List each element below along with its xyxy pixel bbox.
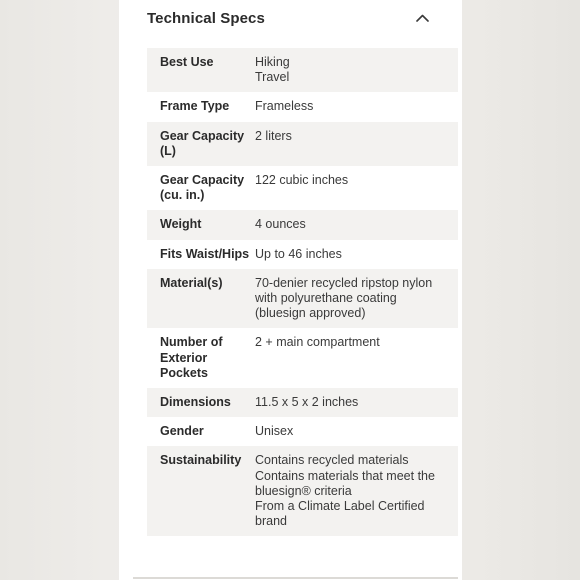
spec-row [147, 328, 458, 388]
spec-row [147, 210, 458, 239]
spec-value-line: 122 cubic inches [255, 173, 349, 188]
specs-card [119, 0, 462, 580]
spec-value-line: Up to 46 inches [255, 246, 342, 261]
spec-row [147, 92, 458, 121]
spec-label: Dimensions [160, 395, 231, 410]
spec-value [255, 453, 458, 529]
spec-value [255, 173, 458, 203]
spec-row [147, 417, 458, 446]
specs-table [147, 48, 458, 536]
chevron-up-icon[interactable] [414, 10, 430, 26]
spec-label: Number of Exterior Pockets [160, 335, 223, 380]
spec-value [255, 129, 458, 159]
spec-value-line: 2 liters [255, 128, 292, 143]
spec-value-line: 11.5 x 5 x 2 inches [255, 395, 359, 410]
spec-label: Material(s) [160, 275, 223, 290]
spec-value [255, 55, 458, 85]
spec-label: Fits Waist/Hips [160, 246, 250, 261]
spec-row [147, 388, 458, 417]
section-title: Technical Specs [147, 9, 265, 27]
spec-value-line: From a Climate Label Certified brand [255, 499, 425, 529]
spec-value-line: Contains recycled materials [255, 453, 409, 468]
spec-value-line: Hiking [255, 55, 290, 69]
spec-label: Gear Capacity (cu. in.) [160, 173, 245, 203]
spec-label: Gear Capacity (L) [160, 128, 245, 158]
spec-value [255, 395, 458, 410]
spec-value-line: Unisex [255, 424, 294, 439]
spec-label: Weight [160, 217, 202, 232]
spec-label: Sustainability [160, 453, 242, 468]
spec-label: Gender [160, 424, 204, 439]
spec-value [255, 335, 458, 381]
spec-row [147, 446, 458, 536]
spec-row [147, 269, 458, 329]
spec-row [147, 122, 458, 166]
spec-label: Frame Type [160, 99, 230, 114]
spec-value-line: Frameless [255, 99, 314, 114]
spec-value-line: 2 + main compartment [255, 335, 380, 350]
spec-row [147, 48, 458, 92]
spec-value [255, 217, 458, 232]
spec-value-line: 70-denier recycled ripstop nylon with polyurethane coating (bluesign approved) [255, 275, 433, 321]
spec-label: Best Use [160, 55, 214, 69]
spec-value-line: 4 ounces [255, 217, 306, 232]
spec-value [255, 276, 458, 322]
spec-value [255, 247, 458, 262]
spec-value-line: Travel [255, 70, 290, 85]
spec-value [255, 424, 458, 439]
technical-specs-toggle[interactable] [147, 0, 430, 36]
spec-row [147, 166, 458, 210]
spec-value [255, 99, 458, 114]
spec-row [147, 240, 458, 269]
spec-value-line: Contains materials that meet the bluesign® criteria [255, 468, 435, 498]
divider [133, 577, 458, 579]
